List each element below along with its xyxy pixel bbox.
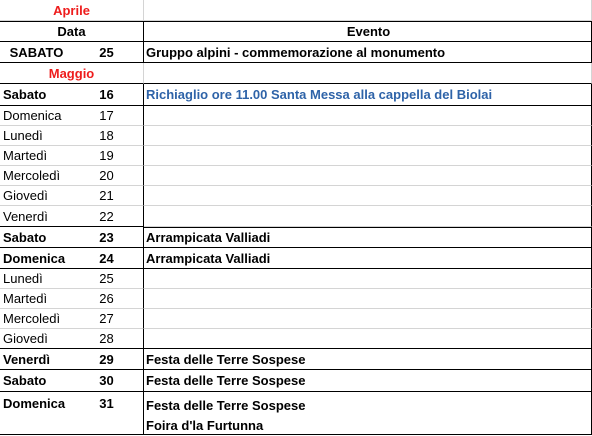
- table-row: [0, 106, 592, 126]
- table-row: [0, 309, 592, 329]
- section-row-may: [0, 63, 592, 84]
- event-cell[interactable]: Gruppo alpini - commemorazione al monumento: [144, 42, 592, 63]
- section-row-april: [0, 0, 592, 21]
- table-row: [0, 349, 592, 370]
- table-row: [0, 42, 592, 63]
- day-cell[interactable]: Sabato: [0, 227, 70, 248]
- event-cell[interactable]: [144, 126, 592, 146]
- event-cell[interactable]: [144, 106, 592, 126]
- table-row: [0, 289, 592, 309]
- section-label-may[interactable]: Maggio: [0, 63, 144, 84]
- event-cell[interactable]: [144, 166, 592, 186]
- event-cell[interactable]: [144, 289, 592, 309]
- date-number-cell[interactable]: 25: [70, 269, 144, 289]
- date-number-cell[interactable]: 28: [70, 329, 144, 349]
- event-cell[interactable]: [144, 392, 592, 435]
- day-cell[interactable]: Lunedì: [0, 126, 70, 146]
- table-row: [0, 126, 592, 146]
- section-label-april[interactable]: Aprile: [0, 0, 144, 21]
- day-cell[interactable]: Sabato: [0, 84, 70, 106]
- event-cell[interactable]: Arrampicata Valliadi: [144, 227, 592, 248]
- day-cell[interactable]: Sabato: [0, 370, 70, 392]
- event-cell[interactable]: Festa delle Terre Sospese: [144, 370, 592, 392]
- date-number-cell[interactable]: 27: [70, 309, 144, 329]
- header-row: [0, 21, 592, 42]
- date-number-cell[interactable]: 25: [70, 42, 144, 63]
- date-number-cell[interactable]: 21: [70, 186, 144, 206]
- event-line-2: Foira d'la Furtunna: [146, 418, 264, 433]
- table-row: [0, 84, 592, 106]
- day-cell[interactable]: Martedì: [0, 289, 70, 309]
- event-cell[interactable]: [144, 329, 592, 349]
- day-cell[interactable]: Giovedì: [0, 186, 70, 206]
- table-row: [0, 329, 592, 349]
- day-cell[interactable]: Venerdì: [0, 206, 70, 227]
- event-cell[interactable]: [144, 309, 592, 329]
- table-row: [0, 227, 592, 248]
- date-number-cell[interactable]: 30: [70, 370, 144, 392]
- day-cell[interactable]: Mercoledì: [0, 309, 70, 329]
- table-row: [0, 146, 592, 166]
- event-cell[interactable]: Arrampicata Valliadi: [144, 248, 592, 269]
- day-cell[interactable]: Mercoledì: [0, 166, 70, 186]
- header-data[interactable]: Data: [0, 21, 144, 42]
- event-line-1: Festa delle Terre Sospese: [146, 398, 306, 413]
- day-cell[interactable]: Domenica: [0, 392, 70, 435]
- date-number-cell[interactable]: 18: [70, 126, 144, 146]
- event-cell[interactable]: [144, 146, 592, 166]
- date-number-cell[interactable]: 17: [70, 106, 144, 126]
- table-row: [0, 248, 592, 269]
- date-number-cell[interactable]: 24: [70, 248, 144, 269]
- day-cell[interactable]: Venerdì: [0, 349, 70, 370]
- table-row: [0, 206, 592, 227]
- day-cell[interactable]: Martedì: [0, 146, 70, 166]
- event-cell[interactable]: [144, 269, 592, 289]
- table-row: [0, 392, 592, 435]
- event-cell[interactable]: Richiaglio ore 11.00 Santa Messa alla cappella del Biolai: [144, 84, 592, 106]
- day-cell[interactable]: Lunedì: [0, 269, 70, 289]
- date-number-cell[interactable]: 26: [70, 289, 144, 309]
- day-cell[interactable]: Domenica: [0, 248, 70, 269]
- table-row: [0, 269, 592, 289]
- date-number-cell[interactable]: 23: [70, 227, 144, 248]
- date-number-cell[interactable]: 22: [70, 206, 144, 227]
- table-row: [0, 370, 592, 392]
- event-cell[interactable]: Festa delle Terre Sospese: [144, 349, 592, 370]
- event-cell[interactable]: [144, 186, 592, 206]
- day-cell[interactable]: Domenica: [0, 106, 70, 126]
- day-cell[interactable]: SABATO: [0, 42, 70, 63]
- date-number-cell[interactable]: 16: [70, 84, 144, 106]
- table-row: [0, 186, 592, 206]
- date-number-cell[interactable]: 31: [70, 392, 144, 435]
- empty-cell[interactable]: [144, 0, 592, 21]
- event-cell[interactable]: [144, 206, 592, 227]
- table-row: [0, 166, 592, 186]
- date-number-cell[interactable]: 29: [70, 349, 144, 370]
- date-number-cell[interactable]: 19: [70, 146, 144, 166]
- date-number-cell[interactable]: 20: [70, 166, 144, 186]
- empty-cell[interactable]: [144, 63, 592, 84]
- day-cell[interactable]: Giovedì: [0, 329, 70, 349]
- header-evento[interactable]: Evento: [144, 21, 592, 42]
